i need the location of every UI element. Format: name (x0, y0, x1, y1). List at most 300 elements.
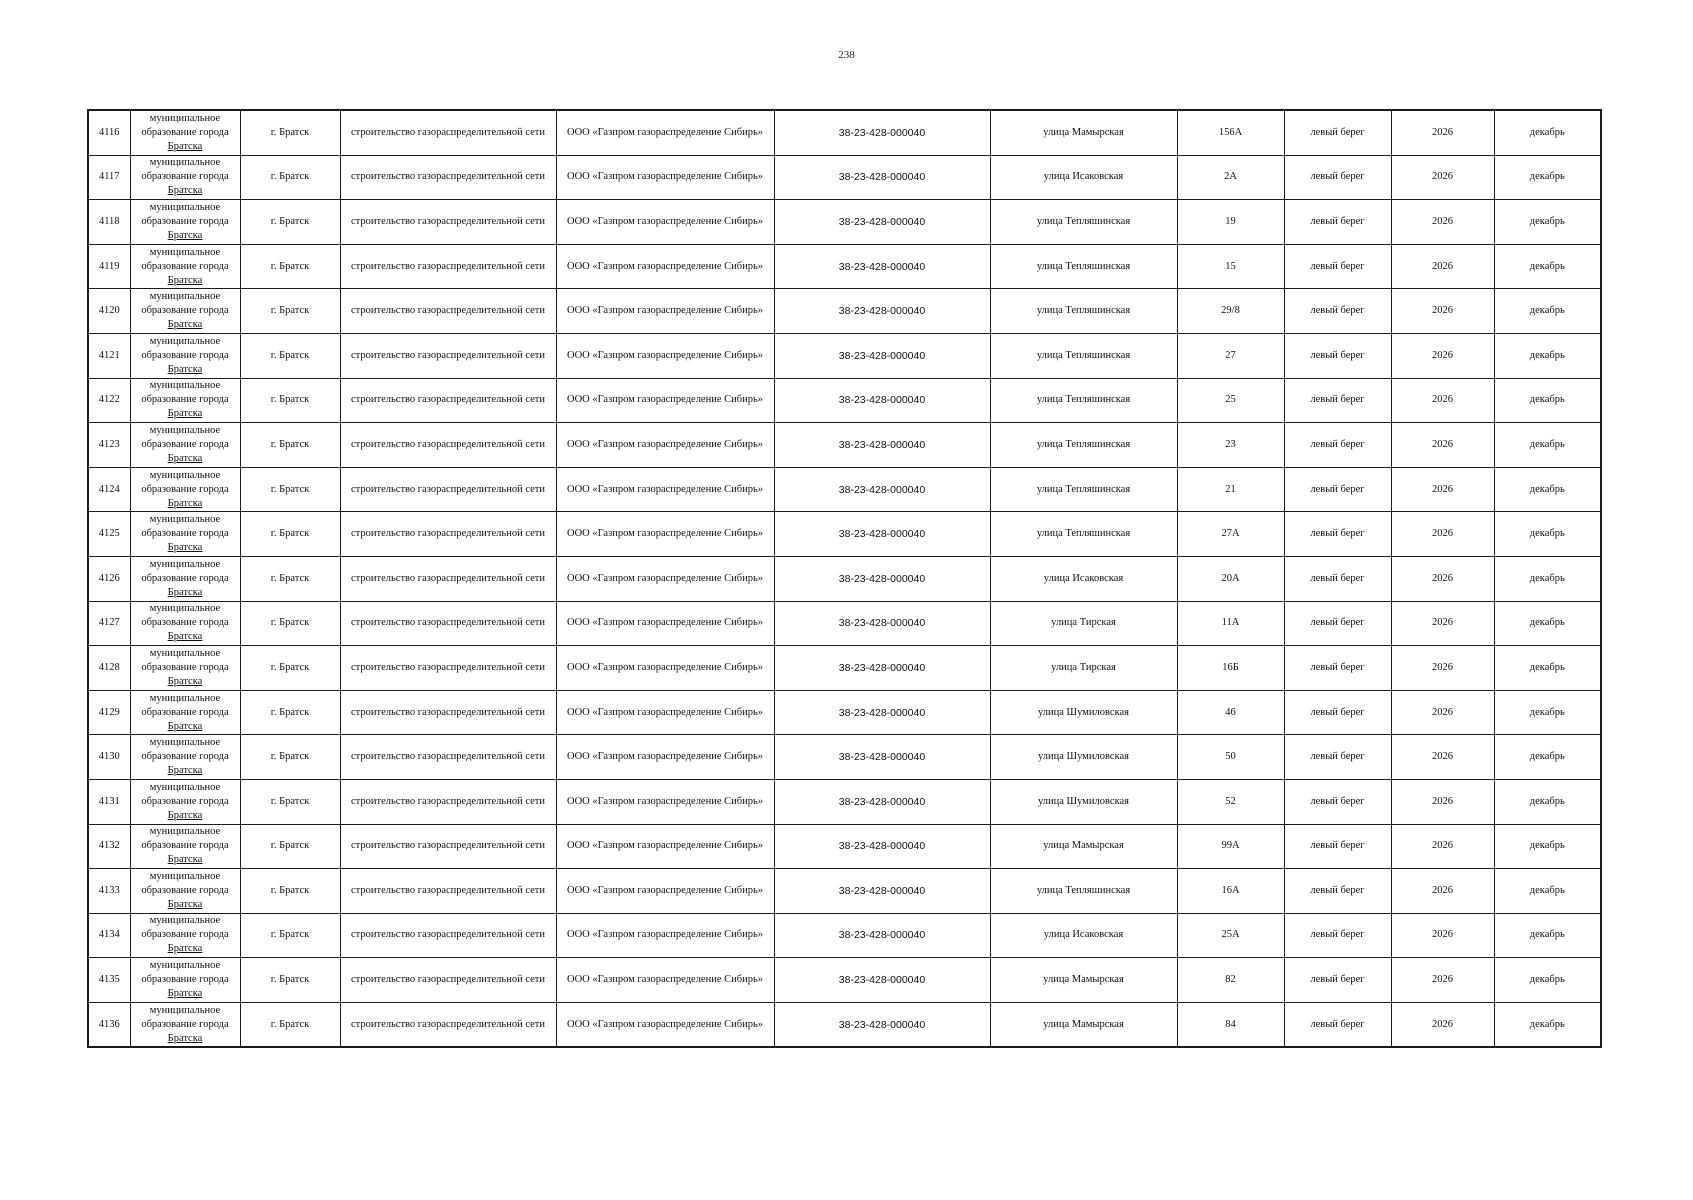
organization-cell: ООО «Газпром газораспределение Сибирь» (556, 333, 774, 378)
city-cell: г. Братск (240, 958, 340, 1003)
municipality-line: муниципальное (149, 781, 221, 793)
municipality-line: образование города (141, 884, 229, 896)
table-row (88, 646, 1601, 691)
table-row (88, 423, 1601, 468)
object-code-cell: 38-23-428-000040 (774, 556, 990, 601)
object-code-cell: 38-23-428-000040 (774, 690, 990, 735)
row-number: 4119 (88, 244, 130, 289)
organization-cell: ООО «Газпром газораспределение Сибирь» (556, 601, 774, 646)
house-number-cell: 21 (1177, 467, 1284, 512)
municipality-line: образование города (141, 572, 229, 584)
municipality-line: образование города (141, 438, 229, 450)
municipality-line: муниципальное (149, 558, 221, 570)
work-type-cell: строительство газораспределительной сети (340, 423, 556, 468)
object-code-cell: 38-23-428-000040 (774, 824, 990, 869)
municipality-line: Братска (167, 1032, 203, 1044)
street-cell: улица Тирская (990, 646, 1177, 691)
organization-cell: ООО «Газпром газораспределение Сибирь» (556, 289, 774, 334)
table-row (88, 244, 1601, 289)
municipality-line: Братска (167, 854, 203, 866)
municipality-line: Братска (167, 988, 203, 1000)
municipality-cell (130, 378, 240, 423)
municipality-line: муниципальное (149, 915, 221, 927)
municipality-cell (130, 244, 240, 289)
row-number: 4128 (88, 646, 130, 691)
street-cell: улица Тепляшинская (990, 289, 1177, 334)
month-cell: декабрь (1494, 244, 1601, 289)
municipality-line: образование города (141, 126, 229, 138)
municipality-line: муниципальное (149, 647, 221, 659)
municipality-cell (130, 869, 240, 914)
row-number: 4136 (88, 1002, 130, 1047)
municipality-line: образование города (141, 394, 229, 406)
city-cell: г. Братск (240, 467, 340, 512)
municipality-cell (130, 824, 240, 869)
table-row (88, 200, 1601, 245)
object-code-cell: 38-23-428-000040 (774, 110, 990, 155)
street-cell: улица Тепляшинская (990, 244, 1177, 289)
month-cell: декабрь (1494, 155, 1601, 200)
municipality-cell (130, 779, 240, 824)
table-row (88, 869, 1601, 914)
municipality-cell (130, 556, 240, 601)
year-cell: 2026 (1391, 467, 1494, 512)
year-cell: 2026 (1391, 556, 1494, 601)
gasification-table (87, 109, 1602, 1048)
table-row (88, 690, 1601, 735)
house-number-cell: 156А (1177, 110, 1284, 155)
month-cell: декабрь (1494, 378, 1601, 423)
year-cell: 2026 (1391, 378, 1494, 423)
work-type-cell: строительство газораспределительной сети (340, 333, 556, 378)
municipality-line: Братска (167, 452, 203, 464)
row-number: 4124 (88, 467, 130, 512)
city-cell: г. Братск (240, 869, 340, 914)
work-type-cell: строительство газораспределительной сети (340, 869, 556, 914)
year-cell: 2026 (1391, 200, 1494, 245)
month-cell: декабрь (1494, 467, 1601, 512)
month-cell: декабрь (1494, 646, 1601, 691)
organization-cell: ООО «Газпром газораспределение Сибирь» (556, 155, 774, 200)
municipality-line: образование города (141, 929, 229, 941)
municipality-cell (130, 913, 240, 958)
month-cell: декабрь (1494, 869, 1601, 914)
row-number: 4133 (88, 869, 130, 914)
month-cell: декабрь (1494, 824, 1601, 869)
municipality-line: Братска (167, 497, 203, 509)
month-cell: декабрь (1494, 200, 1601, 245)
municipality-line: Братска (167, 542, 203, 554)
street-cell: улица Тирская (990, 601, 1177, 646)
street-cell: улица Тепляшинская (990, 200, 1177, 245)
river-bank-cell: левый берег (1284, 601, 1391, 646)
table-row (88, 289, 1601, 334)
city-cell: г. Братск (240, 1002, 340, 1047)
object-code-cell: 38-23-428-000040 (774, 289, 990, 334)
river-bank-cell: левый берег (1284, 110, 1391, 155)
municipality-line: муниципальное (149, 960, 221, 972)
object-code-cell: 38-23-428-000040 (774, 200, 990, 245)
municipality-line: образование города (141, 840, 229, 852)
work-type-cell: строительство газораспределительной сети (340, 913, 556, 958)
municipality-line: муниципальное (149, 291, 221, 303)
municipality-line: Братска (167, 363, 203, 375)
month-cell: декабрь (1494, 556, 1601, 601)
municipality-line: муниципальное (149, 737, 221, 749)
city-cell: г. Братск (240, 333, 340, 378)
municipality-line: образование города (141, 706, 229, 718)
month-cell: декабрь (1494, 1002, 1601, 1047)
municipality-line: Братска (167, 675, 203, 687)
row-number: 4116 (88, 110, 130, 155)
year-cell: 2026 (1391, 869, 1494, 914)
river-bank-cell: левый берег (1284, 735, 1391, 780)
table-row (88, 155, 1601, 200)
organization-cell: ООО «Газпром газораспределение Сибирь» (556, 244, 774, 289)
table-row (88, 779, 1601, 824)
municipality-line: образование города (141, 215, 229, 227)
city-cell: г. Братск (240, 423, 340, 468)
house-number-cell: 11А (1177, 601, 1284, 646)
object-code-cell: 38-23-428-000040 (774, 333, 990, 378)
work-type-cell: строительство газораспределительной сети (340, 824, 556, 869)
house-number-cell: 16Б (1177, 646, 1284, 691)
street-cell: улица Тепляшинская (990, 512, 1177, 557)
house-number-cell: 20А (1177, 556, 1284, 601)
city-cell: г. Братск (240, 200, 340, 245)
table-row (88, 824, 1601, 869)
year-cell: 2026 (1391, 289, 1494, 334)
month-cell: декабрь (1494, 735, 1601, 780)
year-cell: 2026 (1391, 690, 1494, 735)
row-number: 4127 (88, 601, 130, 646)
row-number: 4130 (88, 735, 130, 780)
table-row (88, 556, 1601, 601)
row-number: 4122 (88, 378, 130, 423)
organization-cell: ООО «Газпром газораспределение Сибирь» (556, 824, 774, 869)
river-bank-cell: левый берег (1284, 913, 1391, 958)
municipality-cell (130, 200, 240, 245)
work-type-cell: строительство газораспределительной сети (340, 155, 556, 200)
municipality-line: образование города (141, 260, 229, 272)
municipality-line: муниципальное (149, 112, 221, 124)
object-code-cell: 38-23-428-000040 (774, 913, 990, 958)
municipality-line: муниципальное (149, 157, 221, 169)
object-code-cell: 38-23-428-000040 (774, 423, 990, 468)
river-bank-cell: левый берег (1284, 869, 1391, 914)
municipality-cell (130, 423, 240, 468)
row-number: 4121 (88, 333, 130, 378)
organization-cell: ООО «Газпром газораспределение Сибирь» (556, 1002, 774, 1047)
object-code-cell: 38-23-428-000040 (774, 155, 990, 200)
river-bank-cell: левый берег (1284, 958, 1391, 1003)
organization-cell: ООО «Газпром газораспределение Сибирь» (556, 423, 774, 468)
river-bank-cell: левый берег (1284, 1002, 1391, 1047)
month-cell: декабрь (1494, 958, 1601, 1003)
house-number-cell: 15 (1177, 244, 1284, 289)
organization-cell: ООО «Газпром газораспределение Сибирь» (556, 556, 774, 601)
river-bank-cell: левый берег (1284, 155, 1391, 200)
house-number-cell: 27А (1177, 512, 1284, 557)
house-number-cell: 2А (1177, 155, 1284, 200)
month-cell: декабрь (1494, 289, 1601, 334)
river-bank-cell: левый берег (1284, 646, 1391, 691)
object-code-cell: 38-23-428-000040 (774, 958, 990, 1003)
year-cell: 2026 (1391, 110, 1494, 155)
table-row (88, 913, 1601, 958)
month-cell: декабрь (1494, 423, 1601, 468)
city-cell: г. Братск (240, 913, 340, 958)
municipality-cell (130, 467, 240, 512)
municipality-line: муниципальное (149, 603, 221, 615)
municipality-line: образование города (141, 974, 229, 986)
organization-cell: ООО «Газпром газораспределение Сибирь» (556, 779, 774, 824)
object-code-cell: 38-23-428-000040 (774, 378, 990, 423)
object-code-cell: 38-23-428-000040 (774, 1002, 990, 1047)
municipality-line: Братска (167, 898, 203, 910)
row-number: 4134 (88, 913, 130, 958)
river-bank-cell: левый берег (1284, 690, 1391, 735)
municipality-line: образование города (141, 349, 229, 361)
municipality-line: Братска (167, 809, 203, 821)
month-cell: декабрь (1494, 913, 1601, 958)
organization-cell: ООО «Газпром газораспределение Сибирь» (556, 869, 774, 914)
street-cell: улица Тепляшинская (990, 467, 1177, 512)
municipality-line: образование города (141, 661, 229, 673)
house-number-cell: 52 (1177, 779, 1284, 824)
river-bank-cell: левый берег (1284, 512, 1391, 557)
work-type-cell: строительство газораспределительной сети (340, 1002, 556, 1047)
municipality-line: образование города (141, 1018, 229, 1030)
work-type-cell: строительство газораспределительной сети (340, 200, 556, 245)
work-type-cell: строительство газораспределительной сети (340, 512, 556, 557)
house-number-cell: 46 (1177, 690, 1284, 735)
table-row (88, 512, 1601, 557)
year-cell: 2026 (1391, 512, 1494, 557)
page-number: 238 (838, 49, 855, 61)
work-type-cell: строительство газораспределительной сети (340, 110, 556, 155)
table-row (88, 378, 1601, 423)
river-bank-cell: левый берег (1284, 244, 1391, 289)
house-number-cell: 25А (1177, 913, 1284, 958)
work-type-cell: строительство газораспределительной сети (340, 601, 556, 646)
work-type-cell: строительство газораспределительной сети (340, 378, 556, 423)
municipality-line: муниципальное (149, 514, 221, 526)
year-cell: 2026 (1391, 824, 1494, 869)
river-bank-cell: левый берег (1284, 333, 1391, 378)
city-cell: г. Братск (240, 556, 340, 601)
municipality-cell (130, 110, 240, 155)
street-cell: улица Мамырская (990, 1002, 1177, 1047)
row-number: 4131 (88, 779, 130, 824)
year-cell: 2026 (1391, 735, 1494, 780)
object-code-cell: 38-23-428-000040 (774, 512, 990, 557)
house-number-cell: 16А (1177, 869, 1284, 914)
table-row (88, 333, 1601, 378)
organization-cell: ООО «Газпром газораспределение Сибирь» (556, 200, 774, 245)
municipality-cell (130, 155, 240, 200)
municipality-cell (130, 289, 240, 334)
object-code-cell: 38-23-428-000040 (774, 779, 990, 824)
house-number-cell: 23 (1177, 423, 1284, 468)
city-cell: г. Братск (240, 646, 340, 691)
street-cell: улица Тепляшинская (990, 333, 1177, 378)
organization-cell: ООО «Газпром газораспределение Сибирь» (556, 958, 774, 1003)
row-number: 4125 (88, 512, 130, 557)
object-code-cell: 38-23-428-000040 (774, 467, 990, 512)
street-cell: улица Шумиловская (990, 779, 1177, 824)
year-cell: 2026 (1391, 779, 1494, 824)
municipality-line: образование города (141, 483, 229, 495)
table-row (88, 467, 1601, 512)
house-number-cell: 25 (1177, 378, 1284, 423)
row-number: 4135 (88, 958, 130, 1003)
row-number: 4120 (88, 289, 130, 334)
house-number-cell: 29/8 (1177, 289, 1284, 334)
month-cell: декабрь (1494, 779, 1601, 824)
city-cell: г. Братск (240, 601, 340, 646)
year-cell: 2026 (1391, 244, 1494, 289)
river-bank-cell: левый берег (1284, 289, 1391, 334)
street-cell: улица Мамырская (990, 110, 1177, 155)
street-cell: улица Шумиловская (990, 690, 1177, 735)
object-code-cell: 38-23-428-000040 (774, 869, 990, 914)
municipality-line: Братска (167, 765, 203, 777)
river-bank-cell: левый берег (1284, 423, 1391, 468)
month-cell: декабрь (1494, 690, 1601, 735)
month-cell: декабрь (1494, 601, 1601, 646)
municipality-line: образование города (141, 795, 229, 807)
river-bank-cell: левый берег (1284, 779, 1391, 824)
object-code-cell: 38-23-428-000040 (774, 244, 990, 289)
row-number: 4117 (88, 155, 130, 200)
month-cell: декабрь (1494, 110, 1601, 155)
organization-cell: ООО «Газпром газораспределение Сибирь» (556, 913, 774, 958)
municipality-cell (130, 512, 240, 557)
municipality-cell (130, 646, 240, 691)
city-cell: г. Братск (240, 244, 340, 289)
municipality-line: муниципальное (149, 335, 221, 347)
table-row (88, 958, 1601, 1003)
municipality-line: Братска (167, 319, 203, 331)
street-cell: улица Тепляшинская (990, 423, 1177, 468)
work-type-cell: строительство газораспределительной сети (340, 779, 556, 824)
municipality-line: муниципальное (149, 380, 221, 392)
municipality-line: Братска (167, 274, 203, 286)
row-number: 4129 (88, 690, 130, 735)
year-cell: 2026 (1391, 423, 1494, 468)
street-cell: улица Исаковская (990, 556, 1177, 601)
object-code-cell: 38-23-428-000040 (774, 735, 990, 780)
municipality-line: муниципальное (149, 201, 221, 213)
city-cell: г. Братск (240, 155, 340, 200)
house-number-cell: 99А (1177, 824, 1284, 869)
organization-cell: ООО «Газпром газораспределение Сибирь» (556, 378, 774, 423)
municipality-line: Братска (167, 140, 203, 152)
river-bank-cell: левый берег (1284, 556, 1391, 601)
municipality-line: Братска (167, 720, 203, 732)
table-row (88, 1002, 1601, 1047)
organization-cell: ООО «Газпром газораспределение Сибирь» (556, 690, 774, 735)
month-cell: декабрь (1494, 333, 1601, 378)
river-bank-cell: левый берег (1284, 824, 1391, 869)
year-cell: 2026 (1391, 601, 1494, 646)
row-number: 4126 (88, 556, 130, 601)
municipality-line: муниципальное (149, 246, 221, 258)
municipality-line: муниципальное (149, 826, 221, 838)
municipality-line: Братска (167, 185, 203, 197)
municipality-line: образование города (141, 171, 229, 183)
object-code-cell: 38-23-428-000040 (774, 601, 990, 646)
table-body (88, 110, 1601, 1047)
river-bank-cell: левый берег (1284, 378, 1391, 423)
year-cell: 2026 (1391, 913, 1494, 958)
city-cell: г. Братск (240, 735, 340, 780)
municipality-line: образование города (141, 305, 229, 317)
year-cell: 2026 (1391, 1002, 1494, 1047)
year-cell: 2026 (1391, 646, 1494, 691)
municipality-cell (130, 1002, 240, 1047)
municipality-cell (130, 958, 240, 1003)
municipality-line: Братска (167, 586, 203, 598)
house-number-cell: 82 (1177, 958, 1284, 1003)
municipality-line: Братска (167, 408, 203, 420)
house-number-cell: 84 (1177, 1002, 1284, 1047)
work-type-cell: строительство газораспределительной сети (340, 467, 556, 512)
street-cell: улица Тепляшинская (990, 378, 1177, 423)
organization-cell: ООО «Газпром газораспределение Сибирь» (556, 110, 774, 155)
row-number: 4132 (88, 824, 130, 869)
street-cell: улица Мамырская (990, 958, 1177, 1003)
city-cell: г. Братск (240, 512, 340, 557)
work-type-cell: строительство газораспределительной сети (340, 244, 556, 289)
work-type-cell: строительство газораспределительной сети (340, 646, 556, 691)
work-type-cell: строительство газораспределительной сети (340, 289, 556, 334)
municipality-line: образование города (141, 751, 229, 763)
street-cell: улица Мамырская (990, 824, 1177, 869)
month-cell: декабрь (1494, 512, 1601, 557)
city-cell: г. Братск (240, 378, 340, 423)
municipality-line: Братска (167, 943, 203, 955)
street-cell: улица Шумиловская (990, 735, 1177, 780)
year-cell: 2026 (1391, 155, 1494, 200)
table-row (88, 735, 1601, 780)
house-number-cell: 27 (1177, 333, 1284, 378)
row-number: 4123 (88, 423, 130, 468)
city-cell: г. Братск (240, 110, 340, 155)
municipality-line: Братска (167, 631, 203, 643)
municipality-line: муниципальное (149, 692, 221, 704)
municipality-cell (130, 601, 240, 646)
year-cell: 2026 (1391, 333, 1494, 378)
house-number-cell: 50 (1177, 735, 1284, 780)
work-type-cell: строительство газораспределительной сети (340, 735, 556, 780)
object-code-cell: 38-23-428-000040 (774, 646, 990, 691)
municipality-cell (130, 690, 240, 735)
municipality-line: Братска (167, 229, 203, 241)
city-cell: г. Братск (240, 824, 340, 869)
river-bank-cell: левый берег (1284, 467, 1391, 512)
table-row (88, 110, 1601, 155)
organization-cell: ООО «Газпром газораспределение Сибирь» (556, 467, 774, 512)
municipality-line: муниципальное (149, 870, 221, 882)
street-cell: улица Тепляшинская (990, 869, 1177, 914)
work-type-cell: строительство газораспределительной сети (340, 690, 556, 735)
house-number-cell: 19 (1177, 200, 1284, 245)
year-cell: 2026 (1391, 958, 1494, 1003)
municipality-line: муниципальное (149, 469, 221, 481)
street-cell: улица Исаковская (990, 913, 1177, 958)
